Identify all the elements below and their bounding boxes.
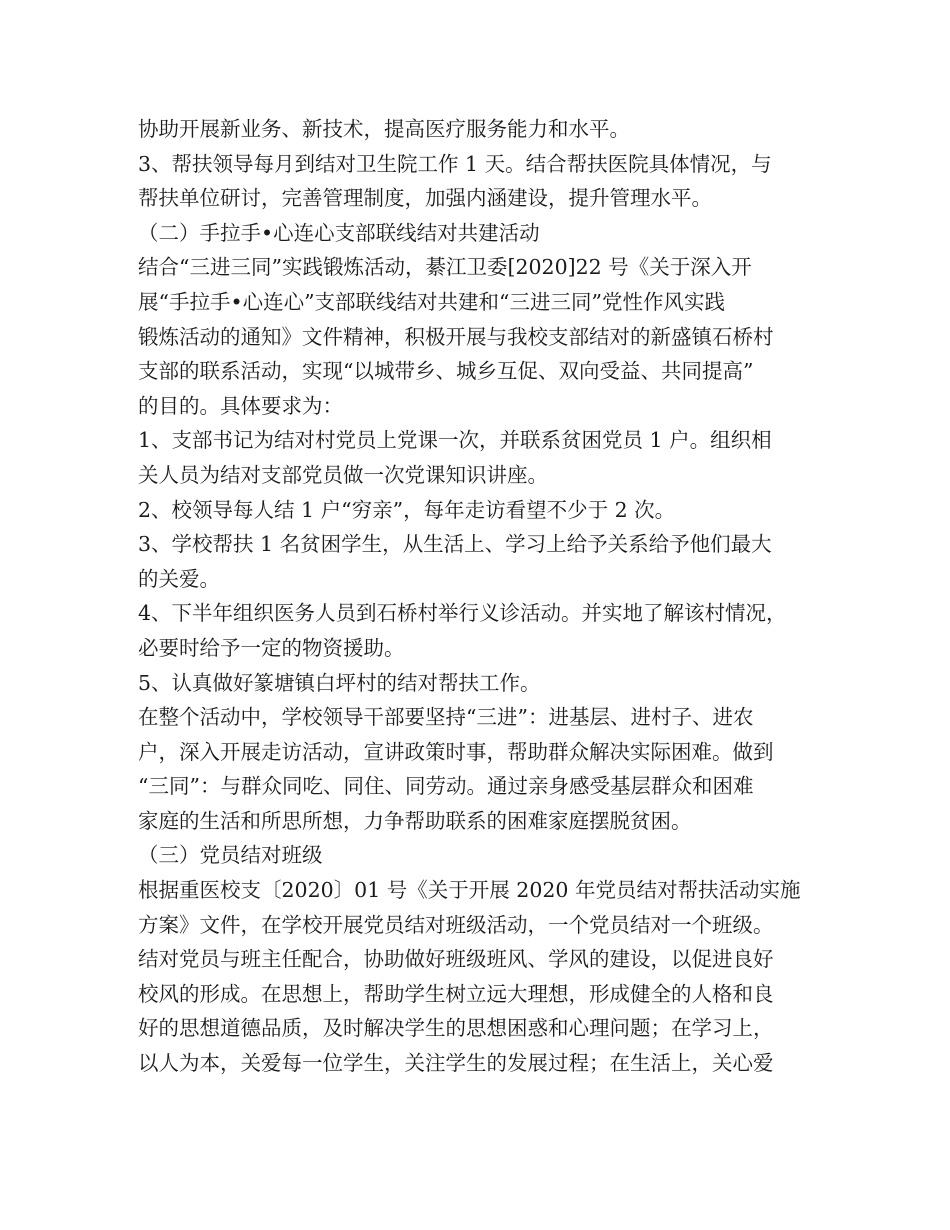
text-line: 帮扶单位研讨，完善管理制度，加强内涵建设，提升管理水平。 bbox=[138, 186, 712, 211]
text-line: 结对党员与班主任配合，协助做好班级班风、学风的建设，以促进良好 bbox=[138, 947, 774, 972]
text-line: 3、学校帮扶 1 名贫困学生，从生活上、学习上给予关系给予他们最大 bbox=[138, 532, 772, 557]
text-line: 方案》文件，在学校开展党员结对班级活动，一个党员结对一个班级。 bbox=[138, 912, 774, 937]
text-line: 展“手拉手•心连心”支部联线结对共建和“三进三同”党性作风实践 bbox=[138, 289, 726, 314]
text-line: “三同”：与群众同吃、同住、同劳动。通过亲身感受基层群众和困难 bbox=[138, 774, 754, 799]
text-line: 支部的联系活动，实现“以城带乡、城乡互促、双向受益、共同提高” bbox=[138, 359, 754, 384]
text-line: 1、支部书记为结对村党员上党课一次，并联系贫困党员 1 户。组织相 bbox=[138, 428, 772, 453]
text-line: 4、下半年组织医务人员到石桥村举行义诊活动。并实地了解该村情况， bbox=[138, 601, 787, 626]
text-line: 校风的形成。在思想上，帮助学生树立远大理想，形成健全的人格和良 bbox=[138, 981, 774, 1006]
text-line: 锻炼活动的通知》文件精神，积极开展与我校支部结对的新盛镇石桥村 bbox=[138, 324, 774, 349]
text-line: 以人为本，关爱每一位学生，关注学生的发展过程；在生活上，关心爱 bbox=[138, 1051, 774, 1076]
text-line: 好的思想道德品质，及时解决学生的思想困惑和心理问题；在学习上， bbox=[138, 1016, 774, 1041]
text-line: 5、认真做好篆塘镇白坪村的结对帮扶工作。 bbox=[138, 670, 541, 695]
text-line: 2、校领导每人结 1 户“穷亲”，每年走访看望不少于 2 次。 bbox=[138, 497, 676, 522]
text-line: 在整个活动中，学校领导干部要坚持“三进”：进基层、进村子、进农 bbox=[138, 705, 754, 730]
text-line: 的关爱。 bbox=[138, 566, 220, 591]
text-line: 必要时给予一定的物资援助。 bbox=[138, 635, 405, 660]
text-line: 家庭的生活和所思所想，力争帮助联系的困难家庭摆脱贫困。 bbox=[138, 808, 692, 833]
text-line: 户，深入开展走访活动，宣讲政策时事，帮助群众解决实际困难。做到 bbox=[138, 739, 774, 764]
text-line: 的目的。具体要求为： bbox=[138, 393, 343, 418]
text-line: 3、帮扶领导每月到结对卫生院工作 1 天。结合帮扶医院具体情况，与 bbox=[138, 151, 772, 176]
document-body bbox=[138, 112, 828, 1081]
text-line: 根据重医校支〔2020〕01 号《关于开展 2020 年党员结对帮扶活动实施 bbox=[138, 878, 801, 903]
text-line: 结合“三进三同”实践锻炼活动，綦江卫委[2020]22 号《关于深入开 bbox=[138, 255, 752, 280]
section-heading: （三）党员结对班级 bbox=[138, 843, 323, 868]
section-heading: （二）手拉手•心连心支部联线结对共建活动 bbox=[138, 220, 540, 245]
text-line: 关人员为结对支部党员做一次党课知识讲座。 bbox=[138, 462, 548, 487]
text-line: 协助开展新业务、新技术，提高医疗服务能力和水平。 bbox=[138, 117, 630, 141]
